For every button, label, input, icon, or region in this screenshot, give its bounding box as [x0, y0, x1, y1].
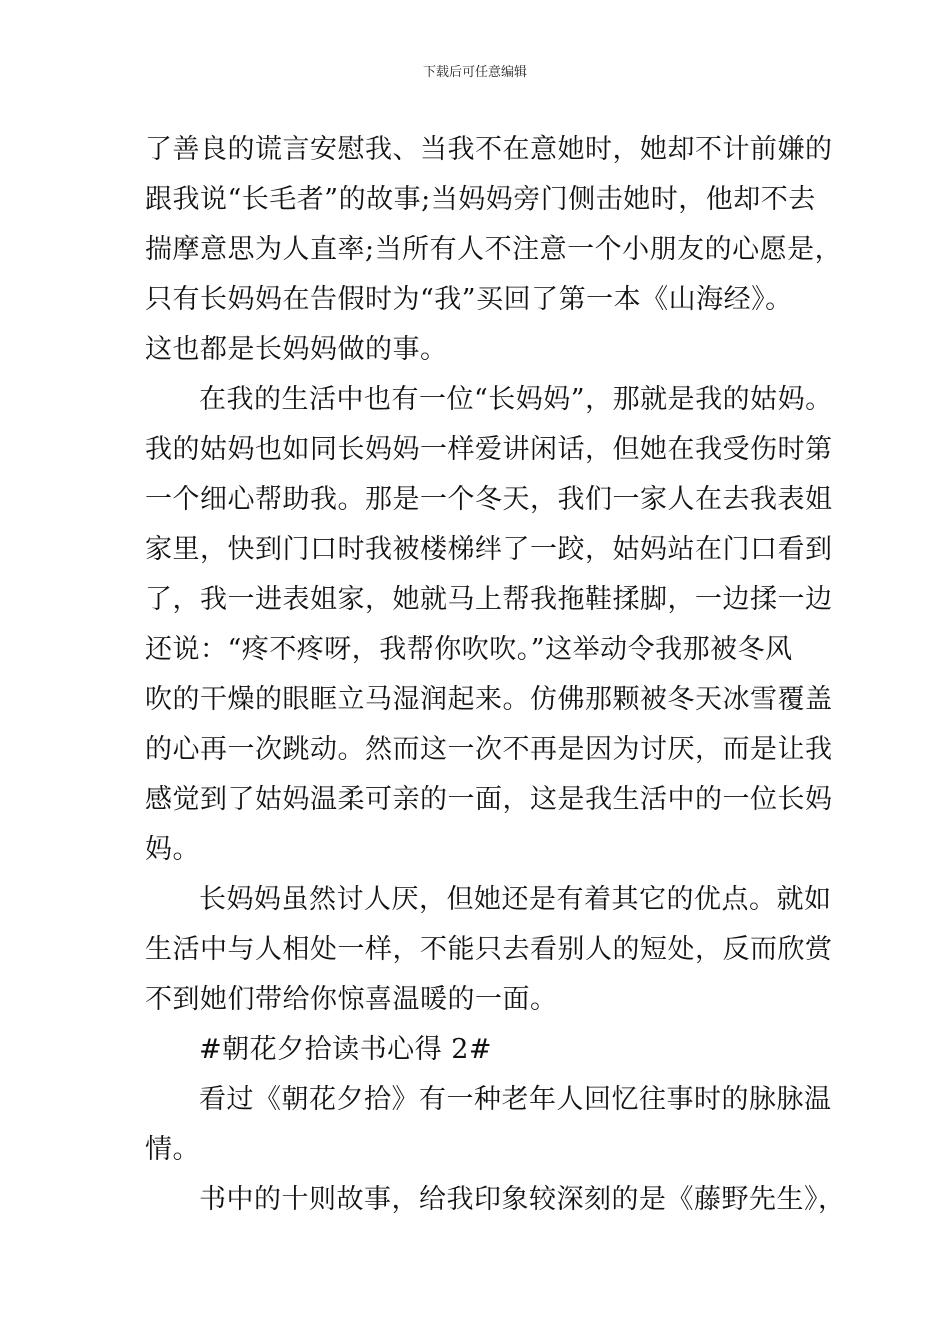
- text-line: 的心再一次跳动。然而这一次不再是因为讨厌，而是让我: [145, 734, 833, 765]
- text-line: 妈。: [145, 834, 200, 865]
- text-line: 这也都是长妈妈做的事。: [145, 334, 448, 365]
- document-body: [145, 125, 845, 1225]
- text-line: 情。: [145, 1134, 200, 1165]
- text-line: 一个细心帮助我。那是一个冬天，我们一家人在去我表姐: [145, 484, 833, 515]
- text-line: 跟我说“长毛者”的故事;当妈妈旁门侧击她时，他却不去: [145, 184, 816, 215]
- text-line: 我的姑妈也如同长妈妈一样爱讲闲话，但她在我受伤时第: [145, 434, 833, 465]
- text-line: 家里，快到门口时我被楼梯绊了一跤，姑妈站在门口看到: [145, 534, 833, 565]
- text-line: 揣摩意思为人直率;当所有人不注意一个小朋友的心愿是，: [145, 234, 843, 265]
- text-line: 还说：“疼不疼呀，我帮你吹吹。”这举动令我那被冬风: [145, 634, 793, 665]
- paragraph-start-line: 在我的生活中也有一位“长妈妈”，那就是我的姑妈。: [199, 384, 833, 415]
- text-line: 不到她们带给你惊喜温暖的一面。: [145, 984, 558, 1015]
- page-header: 下载后可任意编辑: [422, 65, 527, 80]
- section-heading: #朝花夕拾读书心得 2#: [199, 1034, 493, 1065]
- paragraph-start-line: 长妈妈虽然讨人厌，但她还是有着其它的优点。就如: [199, 884, 832, 915]
- text-line: 生活中与人相处一样，不能只去看别人的短处，反而欣赏: [145, 934, 833, 965]
- paragraph-start-line: 看过《朝花夕拾》有一种老年人回忆往事时的脉脉温: [199, 1084, 832, 1115]
- text-line: 吹的干燥的眼眶立马湿润起来。仿佛那颗被冬天冰雪覆盖: [145, 684, 833, 715]
- text-line: 了善良的谎言安慰我、当我不在意她时，她却不计前嫌的: [145, 134, 833, 165]
- text-line: 感觉到了姑妈温柔可亲的一面，这是我生活中的一位长妈: [145, 784, 833, 815]
- paragraph-start-line: 书中的十则故事，给我印象较深刻的是《藤野先生》，: [199, 1184, 846, 1215]
- text-line: 了，我一进表姐家，她就马上帮我拖鞋揉脚，一边揉一边: [145, 584, 833, 615]
- text-line: 只有长妈妈在告假时为“我”买回了第一本《山海经》。: [145, 284, 793, 315]
